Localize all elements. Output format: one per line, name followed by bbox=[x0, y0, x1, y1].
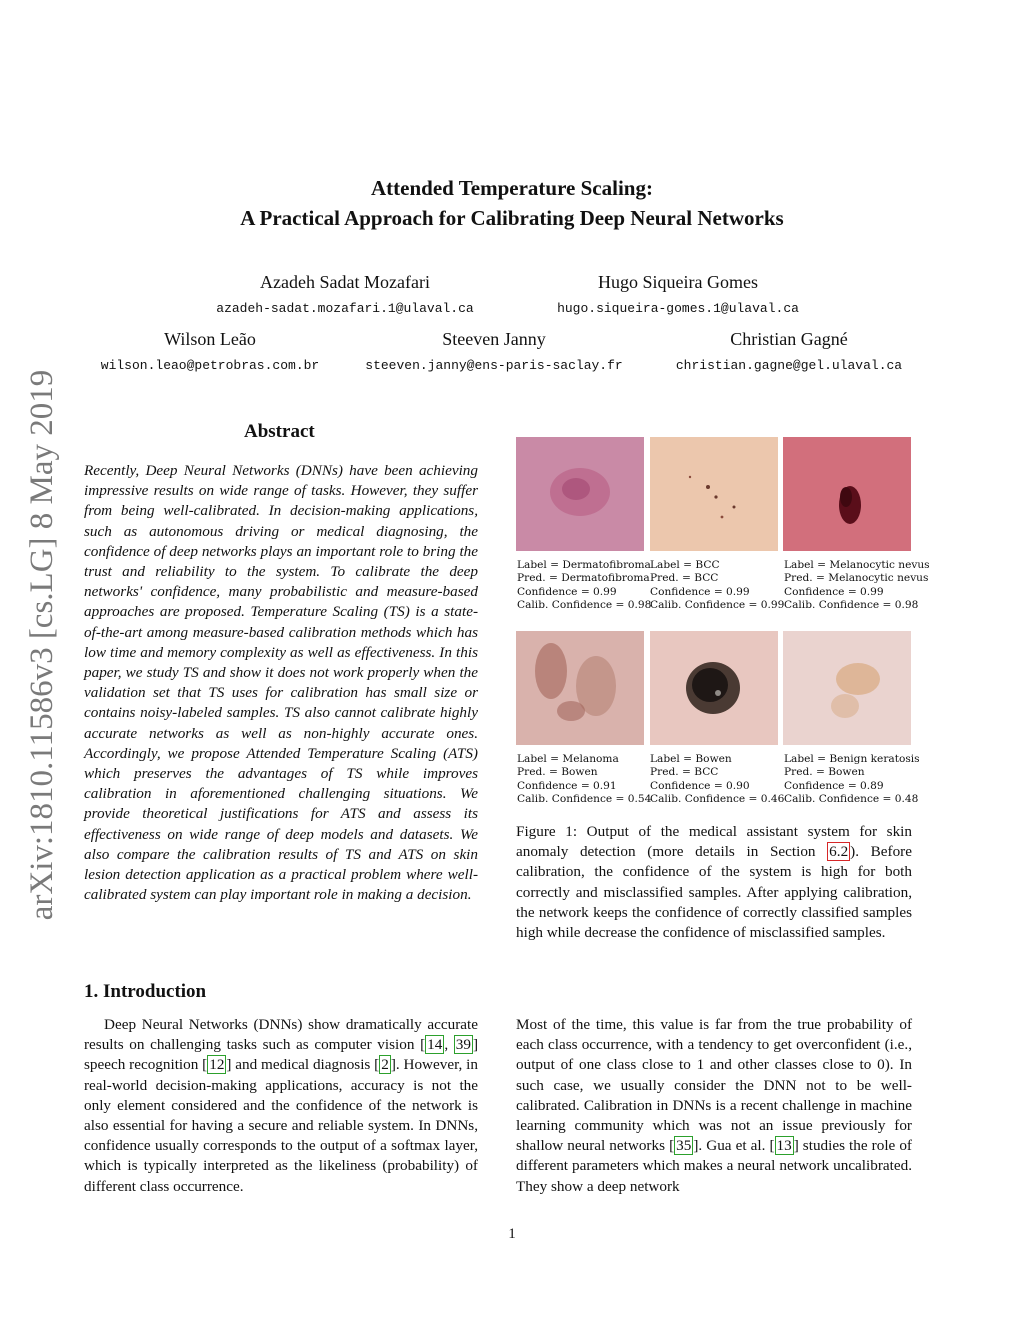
author-email[interactable]: azadeh-sadat.mozafari.1@ulaval.ca bbox=[216, 301, 474, 316]
figure-panel-caption bbox=[650, 559, 784, 613]
panel-label: Label = Benign keratosis bbox=[784, 753, 920, 765]
panel-label: Label = Bowen bbox=[650, 753, 732, 765]
author-email[interactable]: steeven.janny@ens-paris-saclay.fr bbox=[365, 358, 623, 373]
panel-pred: Pred. = Dermatofibroma bbox=[517, 572, 650, 585]
author-name: Wilson Leão bbox=[164, 329, 256, 349]
panel-conf: Confidence = 0.99 bbox=[784, 585, 884, 598]
abstract-heading: Abstract bbox=[244, 421, 315, 442]
panel-conf: Confidence = 0.99 bbox=[517, 585, 617, 598]
citation-link[interactable]: 2 bbox=[381, 1056, 389, 1074]
citation-link[interactable]: 14 bbox=[427, 1036, 443, 1054]
author-name: Christian Gagné bbox=[730, 329, 848, 349]
panel-label: Label = Melanocytic nevus bbox=[784, 559, 930, 571]
panel-conf: Confidence = 0.89 bbox=[784, 779, 884, 792]
panel-calib: Calib. Confidence = 0.98 bbox=[517, 599, 652, 612]
panel-pred: Pred. = BCC bbox=[650, 572, 719, 585]
panel-label: Label = Melanoma bbox=[517, 753, 619, 765]
panel-pred: Pred. = BCC bbox=[650, 766, 719, 779]
figure-caption: Figure 1: Output of the medical assistant system for skin anomaly detection (more details in Section 6.2 ). Before calibration, the confidence of the system is high for both correctly and misclassified samples. After applying calibration, the network keeps the confidence of correctly classified samples high while decrease the confidence of misclassified samples. bbox=[516, 823, 912, 942]
author-name: Azadeh Sadat Mozafari bbox=[260, 272, 430, 292]
figure-panel-caption bbox=[650, 753, 784, 807]
author-email[interactable]: wilson.leao@petrobras.com.br bbox=[100, 358, 320, 373]
panel-calib: Calib. Confidence = 0.48 bbox=[784, 793, 919, 806]
citation-link[interactable]: 13 bbox=[776, 1137, 792, 1155]
author-email[interactable]: christian.gagne@gel.ulaval.ca bbox=[675, 358, 903, 373]
lesion-image-3 bbox=[783, 437, 911, 551]
citation-link[interactable]: 39 bbox=[455, 1036, 471, 1054]
panel-pred: Pred. = Bowen bbox=[517, 766, 598, 779]
panel-label: Label = Dermatofibroma bbox=[517, 559, 651, 571]
paper-title-line2: A Practical Approach for Calibrating Deep Neural Networks bbox=[240, 206, 784, 230]
author-name: Steeven Janny bbox=[442, 329, 546, 349]
panel-calib: Calib. Confidence = 0.54 bbox=[517, 793, 652, 806]
lesion-image-6 bbox=[783, 631, 911, 745]
figure-panel-caption bbox=[784, 753, 918, 807]
paper-title-line1: Attended Temperature Scaling: bbox=[371, 176, 653, 200]
author-email[interactable]: hugo.siqueira-gomes.1@ulaval.ca bbox=[557, 301, 799, 316]
lesion-image-4 bbox=[516, 631, 644, 745]
panel-calib: Calib. Confidence = 0.98 bbox=[784, 599, 919, 612]
panel-label: Label = BCC bbox=[650, 559, 720, 571]
lesion-image-2 bbox=[650, 437, 778, 551]
section-ref-link[interactable]: 6.2 bbox=[829, 843, 849, 861]
figure-panel-caption bbox=[784, 559, 930, 613]
citation-link[interactable]: 35 bbox=[676, 1137, 692, 1155]
panel-pred: Pred. = Bowen bbox=[784, 766, 865, 779]
citation-link[interactable]: 12 bbox=[209, 1056, 225, 1074]
page-number: 1 bbox=[508, 1226, 516, 1242]
panel-pred: Pred. = Melanocytic nevus bbox=[784, 572, 929, 585]
intro-paragraph-left: Deep Neural Networks (DNNs) show dramatically accurate results on challenging tasks such as computer vision [ 14 , 39 ] speech recognition [ 12 ] and medical diagnosis [ 2 ]. However, in real-world decision-making applications, accuracy is not the only element considered and the confidence of the network is also essential for having a secure and reliable system. In DNNs, confidence usually corresponds to the output of a softmax layer, which is typically interpreted as the likeliness (probability) of different class occurrence. bbox=[84, 1016, 479, 1195]
figure-panel-caption bbox=[517, 753, 651, 807]
section-heading: 1. Introduction bbox=[84, 981, 207, 1002]
panel-calib: Calib. Confidence = 0.99 bbox=[650, 599, 785, 612]
abstract-text: Recently, Deep Neural Networks (DNNs) have been achieving impressive results on wide range of tasks. However, they suffer from being well-calibrated. In decision-making applications, such as autonomous driving or medical diagnosing, the confidence of deep networks plays an important role to bring the trust and reliability to the system. To calibrate the deep networks' confidence, many probabilistic and measure-based approaches are proposed. Temperature Scaling (TS) is a state-of-the-art among measure-based calibration methods which has low time and memory complexity as well as effectiveness. In this paper, we study TS and show it does not work properly when the validation set that TS uses for calibration has small size or contains noisy-labeled samples. TS also cannot calibrate highly accurate networks as well as non-highly accurate ones. Accordingly, we propose Attended Temperature Scaling (ATS) which preserves the advantages of TS while improves calibration in aforementioned challenging situations. We provide theoretical justifications for ATS and assess its effectiveness on wide range of deep models and datasets. We also compare the calibration results of TS and ATS on skin lesion detection application as a practical problem where well-calibrated system can play important role in making a decision. bbox=[84, 462, 478, 904]
intro-paragraph-right: Most of the time, this value is far from the true probability of each class occurrence, with a tendency to get overconfident (i.e., output of one class close to 1 and other classes close to 0). In such case, we usually consider the DNN not to be well-calibrated. Calibration in DNNs is a recent challenge in machine learning community which was not an issue previously for shallow neural networks [ 35 ]. Gua et al. [ 13 ] studies the role of different parameters which makes a neural network uncalibrated. They show a deep network bbox=[516, 1016, 912, 1195]
author-name: Hugo Siqueira Gomes bbox=[598, 272, 758, 292]
skin-bg bbox=[650, 437, 778, 551]
panel-calib: Calib. Confidence = 0.46 bbox=[650, 793, 785, 806]
lesion-image-1 bbox=[516, 437, 644, 551]
panel-conf: Confidence = 0.99 bbox=[650, 585, 750, 598]
panel-conf: Confidence = 0.90 bbox=[650, 779, 750, 792]
arxiv-stamp: arXiv:1810.11586v3 [cs.LG] 8 May 2019 bbox=[24, 369, 60, 921]
panel-conf: Confidence = 0.91 bbox=[517, 779, 617, 792]
figure-panel-caption bbox=[517, 559, 651, 613]
lesion-image-5 bbox=[650, 631, 778, 745]
